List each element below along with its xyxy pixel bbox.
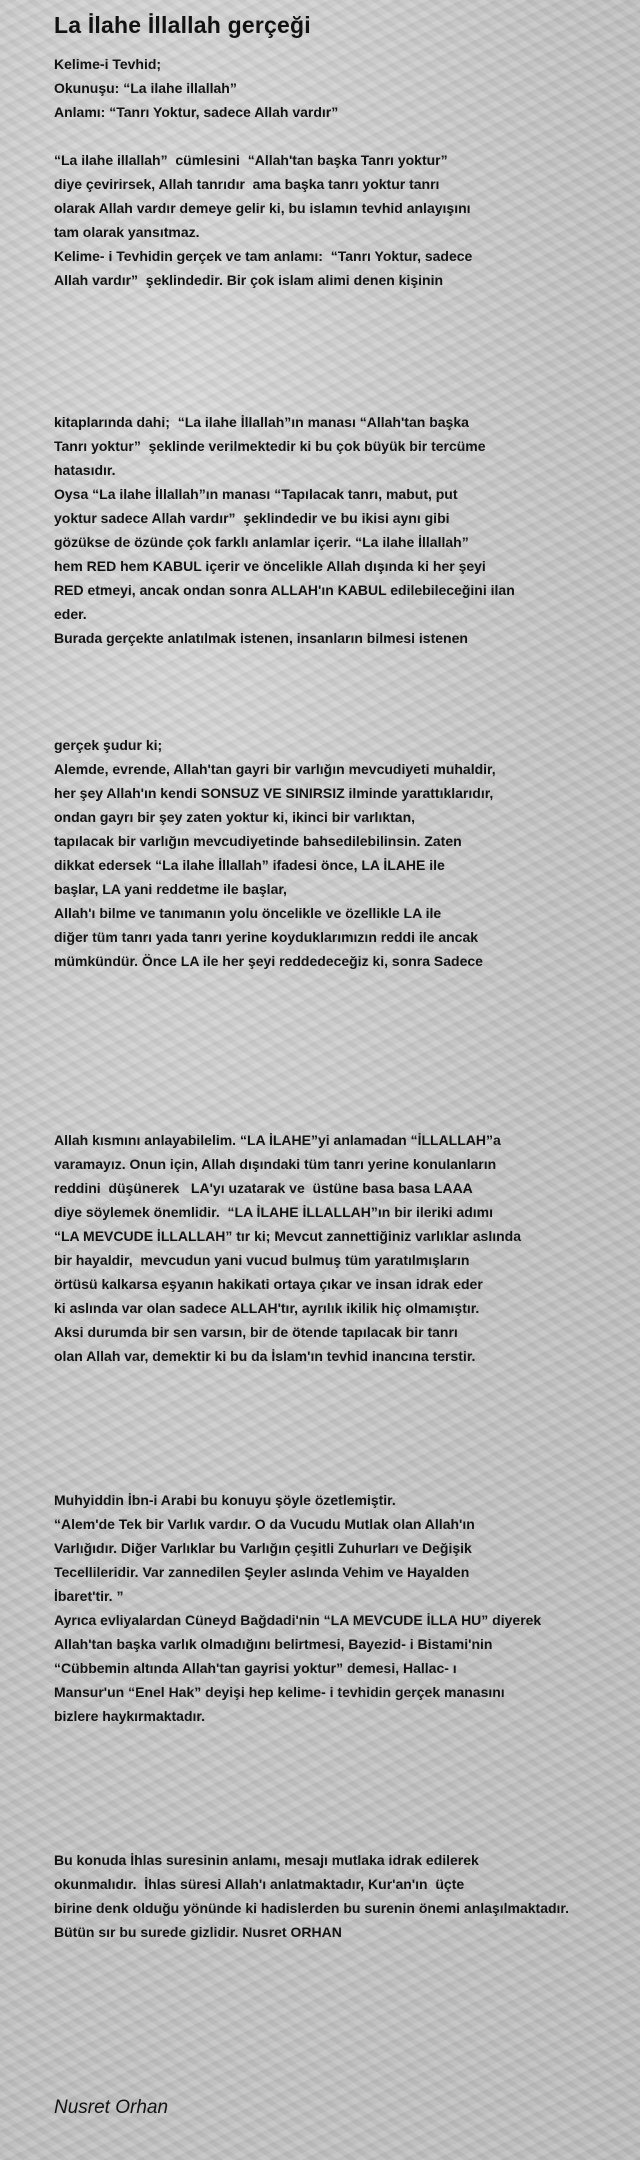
text-line: olarak Allah vardır demeye gelir ki, bu islamın tevhid anlayışını: [54, 200, 471, 216]
text-line: hem RED hem KABUL içerir ve öncelikle Allah dışında ki her şeyi: [54, 558, 486, 574]
text-line: yoktur sadece Allah vardır” şeklindedir ve bu ikisi aynı gibi: [54, 510, 450, 526]
text-line: başlar, LA yani reddetme ile başlar,: [54, 881, 287, 897]
text-line: diye çevirirsek, Allah tanrıdır ama başka tanrı yoktur tanrı: [54, 176, 440, 192]
text-block-5: [54, 1488, 638, 1728]
text-block-1: [54, 52, 638, 292]
text-line: Oysa “La ilahe İllallah”ın manası “Tapılacak tanrı, mabut, put: [54, 486, 458, 502]
text-line: tapılacak bir varlığın mevcudiyetinde bahsedilebilinsin. Zaten: [54, 833, 462, 849]
text-line: Anlamı: “Tanrı Yoktur, sadece Allah vardır”: [54, 104, 339, 120]
text-line: Burada gerçekte anlatılmak istenen, insanların bilmesi istenen: [54, 630, 468, 646]
text-line: Bütün sır bu surede gizlidir. Nusret ORHAN: [54, 1924, 342, 1940]
text-line: bir hayaldir, mevcudun yani vucud bulmuş tüm yaratılmışların: [54, 1252, 470, 1268]
text-block-2: [54, 410, 638, 650]
text-block-6: [54, 1848, 638, 1944]
text-line: Tecellileridir. Var zannedilen Şeyler aslında Vehim ve Hayalden: [54, 1564, 470, 1580]
text-line: Tanrı yoktur” şeklinde verilmektedir ki bu çok büyük bir tercüme: [54, 438, 486, 454]
text-line: Ayrıca evliyalardan Cüneyd Bağdadi'nin “LA MEVCUDE İLLA HU” diyerek: [54, 1612, 542, 1628]
text-block-3: [54, 733, 638, 973]
text-line: gerçek şudur ki;: [54, 737, 163, 753]
text-line: varamayız. Onun için, Allah dışındaki tüm tanrı yerine konulanların: [54, 1156, 497, 1172]
text-line: ki aslında var olan sadece ALLAH'tır, ayrılık ikilik hiç olmamıştır.: [54, 1300, 480, 1316]
text-line: Okunuşu: “La ilahe illallah”: [54, 80, 237, 96]
text-line: Muhyiddin İbn-i Arabi bu konuyu şöyle özetlemiştir.: [54, 1492, 396, 1508]
text-line: Allah vardır” şeklindedir. Bir çok islam alimi denen kişinin: [54, 272, 444, 288]
text-line: hatasıdır.: [54, 462, 116, 478]
text-line: Allah kısmını anlayabilelim. “LA İLAHE”yi anlamadan “İLLALLAH”a: [54, 1132, 501, 1148]
text-line: Allah'ı bilme ve tanımanın yolu öncelikle ve özellikle LA ile: [54, 905, 442, 921]
text-line: dikkat edersek “La ilahe İllallah” ifadesi önce, LA İLAHE ile: [54, 857, 445, 873]
text-line: reddini düşünerek LA'yı uzatarak ve üstüne basa basa LAAA: [54, 1180, 473, 1196]
text-line: her şey Allah'ın kendi SONSUZ VE SINIRSIZ ilminde yarattıklarıdır,: [54, 785, 494, 801]
text-line: okunmalıdır. İhlas süresi Allah'ı anlatmaktadır, Kur'an'ın üçte: [54, 1876, 465, 1892]
text-line: “La ilahe illallah” cümlesini “Allah'tan başka Tanrı yoktur”: [54, 152, 448, 168]
text-line: tam olarak yansıtmaz.: [54, 224, 200, 240]
author-signature: Nusret Orhan: [54, 2097, 169, 2118]
text-line: kitaplarında dahi; “La ilahe İllallah”ın manası “Allah'tan başka: [54, 414, 469, 430]
page-title: La İlahe İllallah gerçeği: [54, 12, 311, 38]
text-line: “Cübbemin altında Allah'tan gayrisi yoktur” demesi, Hallac- ı: [54, 1660, 457, 1676]
text-line: eder.: [54, 606, 87, 622]
text-line: örtüsü kalkarsa eşyanın hakikati ortaya çıkar ve insan idrak eder: [54, 1276, 483, 1292]
text-line: “Alem'de Tek bir Varlık vardır. O da Vucudu Mutlak olan Allah'ın: [54, 1516, 475, 1532]
text-line: Mansur'un “Enel Hak” deyişi hep kelime- i tevhidin gerçek manasını: [54, 1684, 505, 1700]
text-line: Bu konuda İhlas suresinin anlamı, mesajı mutlaka idrak edilerek: [54, 1852, 479, 1868]
text-line: [54, 124, 638, 148]
text-line: Varlığıdır. Diğer Varlıklar bu Varlığın çeşitli Zuhurları ve Değişik: [54, 1540, 472, 1556]
text-line: İbaret'tir. ”: [54, 1588, 124, 1604]
text-line: mümkündür. Önce LA ile her şeyi reddedeceğiz ki, sonra Sadece: [54, 953, 483, 969]
text-line: “LA MEVCUDE İLLALLAH” tır ki; Mevcut zannettiğiniz varlıklar aslında: [54, 1228, 521, 1244]
text-line: Kelime-i Tevhid;: [54, 56, 162, 72]
text-line: RED etmeyi, ancak ondan sonra ALLAH'ın KABUL edilebileceğini ilan: [54, 582, 515, 598]
text-line: Alemde, evrende, Allah'tan gayri bir varlığın mevcudiyeti muhaldir,: [54, 761, 496, 777]
text-line: Aksi durumda bir sen varsın, bir de ötende tapılacak bir tanrı: [54, 1324, 458, 1340]
text-line: gözükse de özünde çok farklı anlamlar içerir. “La ilahe İllallah”: [54, 534, 469, 550]
text-line: bizlere haykırmaktadır.: [54, 1708, 205, 1724]
text-line: Allah'tan başka varlık olmadığını belirtmesi, Bayezid- i Bistami'nin: [54, 1636, 493, 1652]
text-line: Kelime- i Tevhidin gerçek ve tam anlamı: “Tanrı Yoktur, sadece: [54, 248, 473, 264]
text-line: ondan gayrı bir şey zaten yoktur ki, ikinci bir varlıktan,: [54, 809, 416, 825]
text-line: birine denk olduğu yönünde ki hadislerden bu surenin önemi anlaşılmaktadır.: [54, 1900, 569, 1916]
text-line: diğer tüm tanrı yada tanrı yerine koyduklarımızın reddi ile ancak: [54, 929, 479, 945]
text-block-4: [54, 1128, 638, 1368]
text-line: olan Allah var, demektir ki bu da İslam'ın tevhid inancına terstir.: [54, 1348, 476, 1364]
text-line: diye söylemek önemlidir. “LA İLAHE İLLALLAH”ın bir ileriki adımı: [54, 1204, 494, 1220]
